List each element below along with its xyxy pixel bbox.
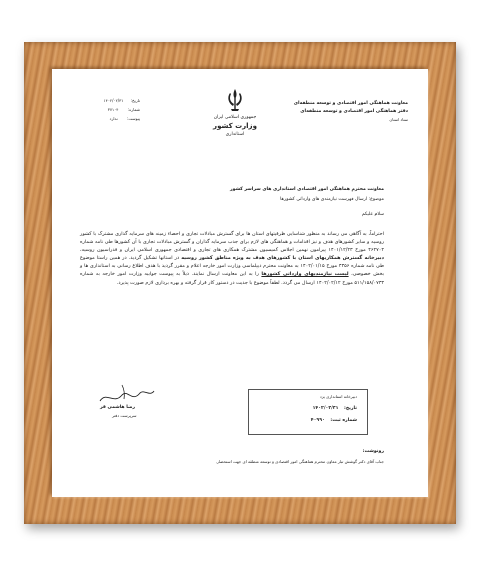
recipient: معاونت محترم هماهنگی امور اقتصادی استانداری های سراسر کشور <box>229 187 384 192</box>
attachment-label: پیوست: <box>126 116 140 121</box>
body-part-1: احتراماً، به آگاهی می رساند به منظور شناسایی ظرفیتهای استان ها برای گسترش مبادلات تجاری و احصاء زمینه های سرمایه گذاری مشترک با کشور روسیه و سایر کشورهای هدف و نیز اقدامات و هماهنگی های لازم برای جذب سرمایه گذاران و گسترش مبادلات تجاری با آن کشورها طی نامه شماره ۴۶۲۷۰۴ مورخ ۱۴۰۱/۱۲/۲۳ پیرامون نهمین اجلاس کمیسیون مشترک همکاری های تجاری و اقتصادی جمهوری اسلامی ایران و فدراسیون روسیه، <box>80 231 384 254</box>
number-value: ۳۷۱۰۴ <box>107 107 119 112</box>
stamp-number-value: ۴۰۹۹۰ <box>310 418 325 423</box>
attachment-value: ندارد <box>109 116 118 121</box>
signer-title: سرپرست دفتر <box>112 413 137 418</box>
stamp-date <box>313 406 357 412</box>
stamp-date-label: تاریخ: <box>344 406 357 411</box>
stamp-number <box>311 418 357 424</box>
body-underlined: لیست نیازمندیهای وارداتی کشورها <box>261 271 349 278</box>
letterhead-country: جمهوری اسلامی ایران <box>213 115 257 120</box>
number-label: شماره: <box>127 107 140 112</box>
letterhead-office-line1: معاونت هماهنگی امور اقتصادی و توسعه منطقه‌ای <box>293 101 408 106</box>
letter-body <box>80 230 384 287</box>
signer-name: رضا هاشمی فر <box>100 405 136 410</box>
body-part-3: را به این معاونت ارسال نمایند. ذیلاً به پیوست جوابیه وزارت امور خارجه به شماره ۵۱۱/۱۵۸/۰۷۳۳ مورخ ۱۴۰۲/۰۲/۱۲ ارسال می گردد. لطفاً موضوع با جدیت در دستور کار قرار گرفته و بهره برداری لازم صورت پذیرد. <box>80 271 384 286</box>
iran-emblem-icon <box>224 87 246 113</box>
attachment-field <box>80 116 140 121</box>
body-part-2: در استانها تشکیل گردید. در همین راستا موضوع طی نامه شماره ۴۳۵۶ مورخ ۱۴۰۲/۰۱/۱۵ به معاونت محترم دیپلماسی وزارت امور خارجه اعلام و مقرر گردید با هدف اطلاع رسانی به استانداری ها و بخش خصوصی، <box>80 255 384 278</box>
cc-line: جناب آقای دکتر گوشش تبار معاون محترم هماهنگی امور اقتصادی و توسعه منطقه ای جهت استحضار. <box>215 459 384 464</box>
date-field <box>80 98 140 103</box>
letterhead-province: استانداری <box>225 132 245 137</box>
stamp-org: دبیرخانه استانداری یزد <box>319 394 357 399</box>
date-value: ۱۴۰۲/۰۲/۳۱ <box>103 98 124 103</box>
letterhead-office-line3: ستاد استان <box>389 117 408 122</box>
letterhead-office-line2: دفتر هماهنگی امور اقتصادی و توسعه منطقه‌ای <box>300 109 408 114</box>
registry-stamp <box>248 389 368 435</box>
number-field <box>80 107 140 112</box>
date-label: تاریخ: <box>130 98 140 103</box>
cc-label: رونوشت: <box>362 449 384 454</box>
letterhead-ministry: وزارت کشور <box>213 122 257 130</box>
letter-document <box>52 69 428 497</box>
body-highlight: دبیرخانه گسترش همکاریهای استان با کشورهای هدف به ویژه مناطق کشور روسیه <box>181 255 384 262</box>
greeting: سلام علیکم <box>361 212 384 217</box>
subject: موضوع: ارسال فهرست نیازمندی های وارداتی کشورها <box>280 197 384 202</box>
stamp-date-value: ۱۴۰۲/۰۲/۳۱ <box>312 406 339 411</box>
stamp-number-label: شماره ثبت: <box>330 418 357 423</box>
